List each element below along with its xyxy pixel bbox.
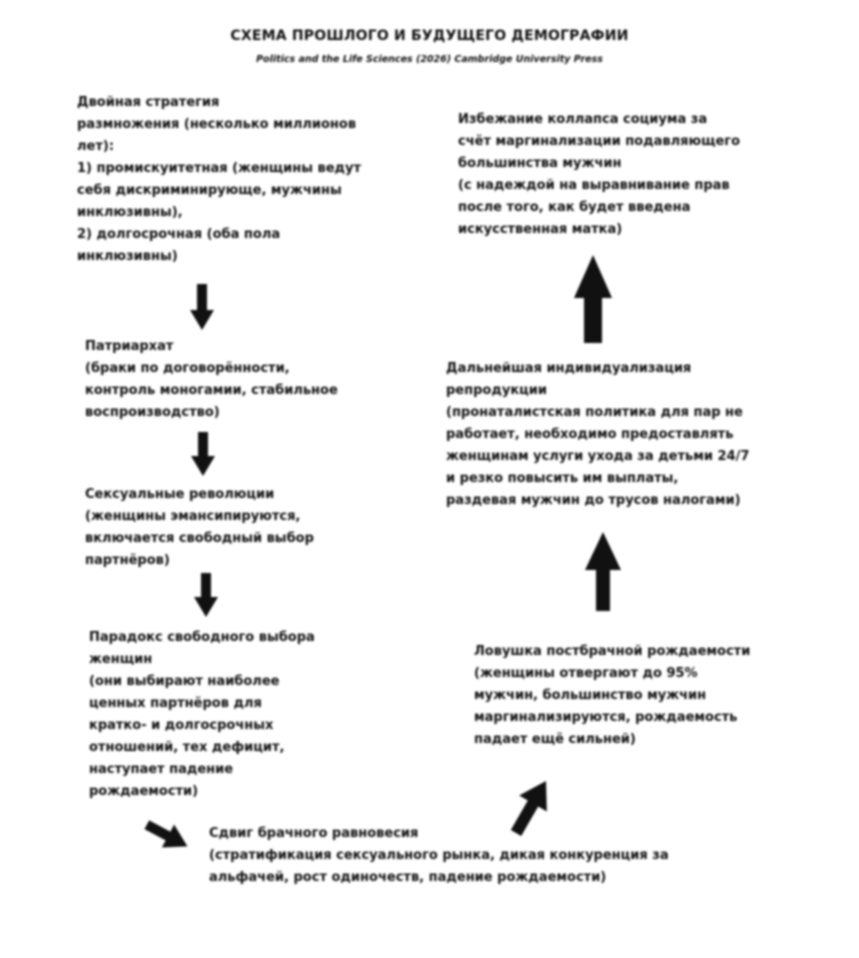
node-individualization [446, 358, 749, 512]
node-free-choice-paradox [89, 627, 315, 803]
node-sexual-revolutions [85, 484, 314, 572]
node-line: (они выбирают наиболее [89, 674, 280, 689]
node-line: альфачей, рост одиночеств, падение рождаемости) [209, 870, 607, 885]
node-line: отношений, тех дефицит, [89, 740, 285, 755]
diagram-subtitle: Politics and the Life Sciences (2026) Cambridge University Press [256, 54, 603, 65]
node-heading: Сдвиг брачного равновесия [209, 826, 419, 841]
node-line: ценных партнёров для [89, 696, 262, 711]
node-line: лет): [77, 139, 115, 154]
node-line: (женщины отвергают до 95% [474, 666, 698, 681]
node-line: маргинализируются, рождаемость [474, 710, 738, 725]
node-line: (с надеждой на выравнивание прав [458, 178, 730, 193]
node-heading: Патриархат [85, 339, 174, 354]
node-line: и резко повысить им выплаты, [446, 471, 679, 486]
node-line: искусственная матка) [458, 222, 623, 237]
node-line: женщин [89, 652, 153, 667]
arrow-up-1 [585, 532, 621, 611]
arrow-down-1 [190, 284, 214, 330]
node-collapse-avoidance [458, 109, 740, 241]
node-line: размножения (несколько миллионов [77, 117, 357, 132]
node-marriage-equilibrium [209, 823, 669, 889]
node-heading: Дальнейшая индивидуализация [446, 361, 692, 376]
diagram-title: СХЕМА ПРОШЛОГО И БУДУЩЕГО ДЕМОГРАФИИ [230, 28, 629, 44]
node-heading: Двойная стратегия [77, 95, 220, 110]
node-heading: Ловушка постбрачной рождаемости [474, 644, 751, 659]
node-line: женщинам услуги ухода за детьми 24/7 [446, 449, 750, 464]
node-line: большинства мужчин [458, 156, 622, 171]
node-postmarital-trap [474, 641, 750, 751]
node-heading: Парадокс свободного выбора [89, 630, 315, 645]
node-heading: Сексуальные революции [85, 487, 275, 502]
node-line: работает, необходимо предоставлять [446, 427, 734, 442]
node-line: наступает падение [89, 762, 234, 777]
arrow-down-3 [194, 573, 218, 617]
node-line: себя дискриминирующе, мужчины [77, 183, 342, 198]
node-line: рождаемости) [89, 784, 199, 799]
node-line: инклюзивны), [77, 205, 183, 220]
arrow-up-2 [574, 255, 612, 343]
node-line: кратко- и долгосрочных [89, 718, 274, 733]
node-line: мужчин, большинство мужчин [474, 688, 707, 703]
node-line: партнёров) [85, 553, 170, 568]
node-line: 1) промискуитетная (женщины ведут [77, 161, 362, 176]
node-line: репродукции [446, 383, 547, 398]
arrow-down-2 [191, 432, 215, 476]
node-line: 2) долгосрочная (оба пола [77, 227, 281, 242]
node-line: воспроизводство) [85, 405, 220, 420]
node-line: (пронаталистская политика для пар не [446, 405, 743, 420]
node-line: раздевая мужчин до трусов налогами) [446, 493, 741, 508]
node-line: (стратификация сексуального рынка, дикая конкуренция за [209, 848, 669, 863]
node-line: падает ещё сильней) [474, 732, 636, 747]
node-line: счёт маргинализации подавляющего [458, 134, 741, 149]
arrow-diagonal-right [141, 813, 194, 858]
node-line: после того, как будет введена [458, 200, 691, 215]
node-line: инклюзивны) [77, 249, 178, 264]
node-heading: Избежание коллапса социума за [458, 112, 708, 127]
node-dual-strategy [77, 92, 361, 268]
node-line: (женщины эмансипируются, [85, 509, 301, 524]
node-patriarchy [85, 336, 338, 424]
node-line: контроль моногамии, стабильное [85, 383, 338, 398]
node-line: включается свободный выбор [85, 531, 314, 546]
node-line: (браки по договорённости, [85, 361, 290, 376]
